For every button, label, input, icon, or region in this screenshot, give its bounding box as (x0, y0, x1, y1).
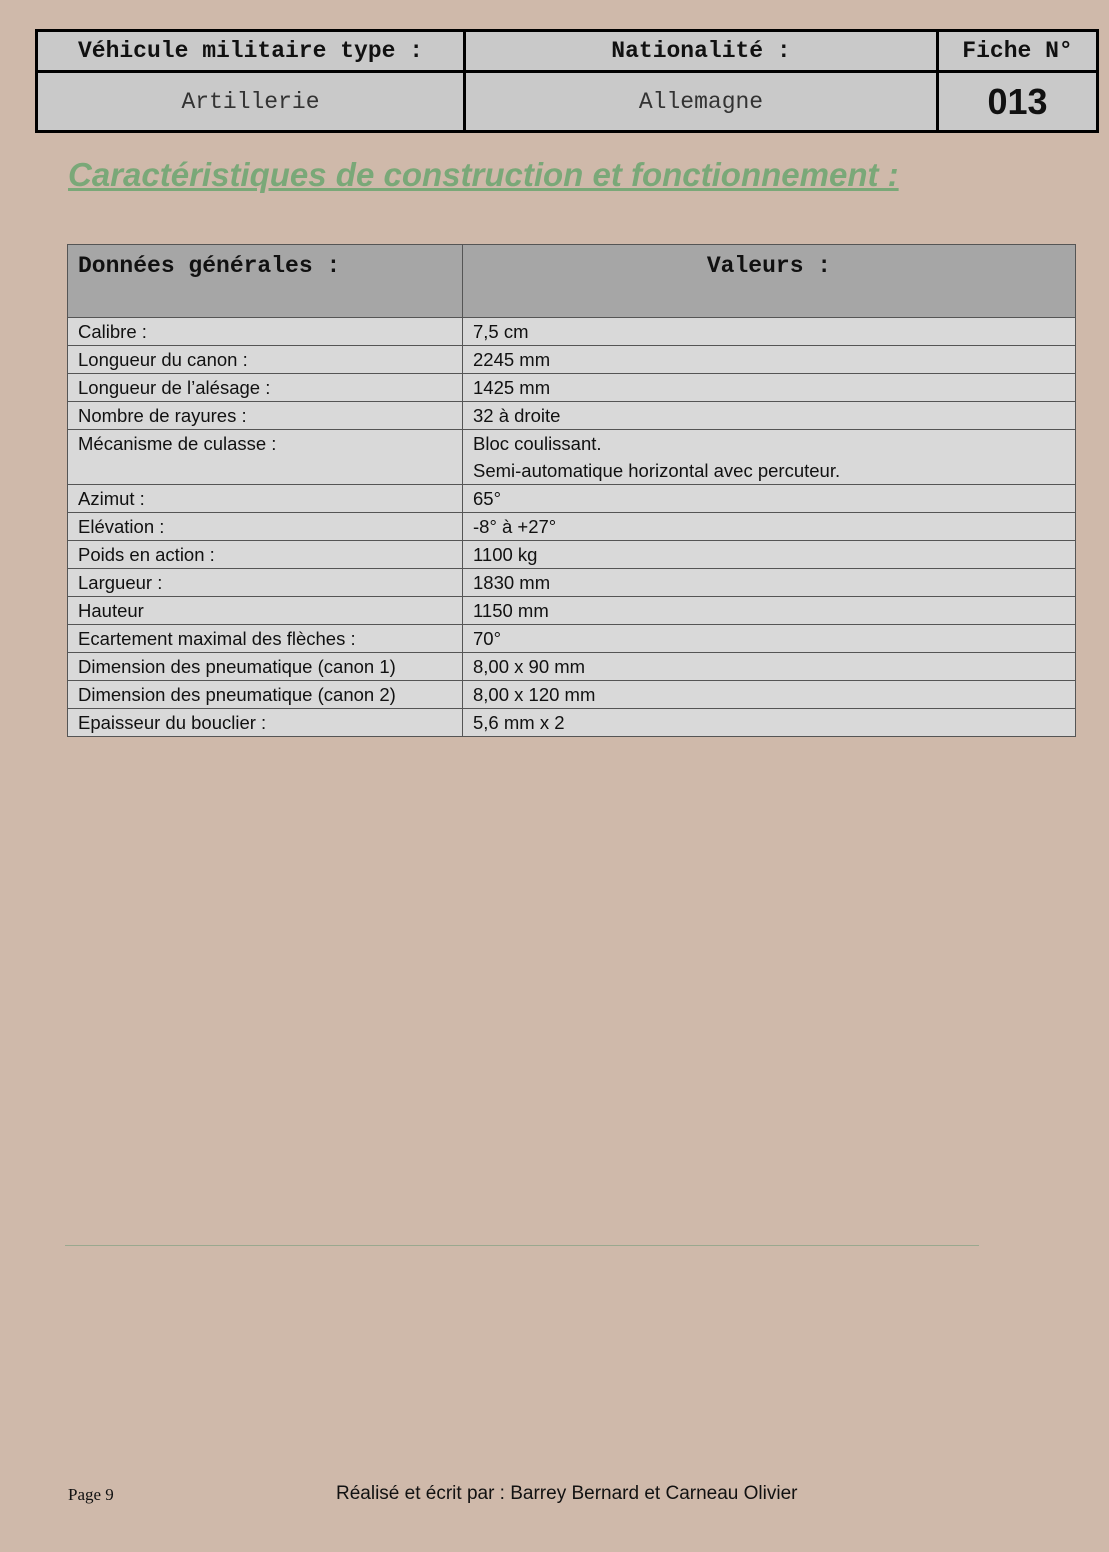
spec-label: Dimension des pneumatique (canon 2) (68, 681, 463, 709)
vehicle-type-label: Véhicule militaire type : (37, 31, 465, 72)
footer-divider (65, 1245, 979, 1246)
spec-label: Epaisseur du bouclier : (68, 709, 463, 737)
footer-credit: Réalisé et écrit par : Barrey Bernard et Carneau Olivier (336, 1483, 798, 1504)
spec-label: Poids en action : (68, 541, 463, 569)
table-row (68, 374, 1076, 402)
table-row (68, 318, 1076, 346)
spec-value-multiline (463, 430, 1076, 485)
spec-label: Ecartement maximal des flèches : (68, 625, 463, 653)
table-row (68, 569, 1076, 597)
table-row (68, 625, 1076, 653)
nationality-label: Nationalité : (465, 31, 938, 72)
spec-value: 32 à droite (463, 402, 1076, 430)
spec-value: 1150 mm (463, 597, 1076, 625)
table-row (68, 346, 1076, 374)
section-title: Caractéristiques de construction et fonctionnement : (68, 156, 899, 193)
spec-value: 65° (463, 485, 1076, 513)
spec-value: 8,00 x 90 mm (463, 653, 1076, 681)
sheet-number-value: 013 (938, 72, 1098, 132)
spec-value: 5,6 mm x 2 (463, 709, 1076, 737)
table-row (68, 513, 1076, 541)
specs-table (67, 244, 1076, 737)
table-row (68, 681, 1076, 709)
table-row (68, 485, 1076, 513)
table-row (68, 597, 1076, 625)
spec-value-line: Semi-automatique horizontal avec percuteur. (473, 460, 841, 481)
spec-value: -8° à +27° (463, 513, 1076, 541)
spec-value-line: Bloc coulissant. (473, 433, 602, 454)
spec-value: 8,00 x 120 mm (463, 681, 1076, 709)
table-row (68, 402, 1076, 430)
spec-value: 2245 mm (463, 346, 1076, 374)
nationality-value: Allemagne (465, 72, 938, 132)
table-row (68, 430, 1076, 485)
spec-label: Largueur : (68, 569, 463, 597)
vehicle-type-value: Artillerie (37, 72, 465, 132)
spec-value: 1100 kg (463, 541, 1076, 569)
spec-label: Dimension des pneumatique (canon 1) (68, 653, 463, 681)
sheet-number-label: Fiche N° (938, 31, 1098, 72)
spec-label: Elévation : (68, 513, 463, 541)
specs-header-row (68, 245, 1076, 318)
spec-label: Mécanisme de culasse : (68, 430, 463, 485)
spec-label: Nombre de rayures : (68, 402, 463, 430)
spec-label: Hauteur (68, 597, 463, 625)
spec-value: 1425 mm (463, 374, 1076, 402)
specs-header-values: Valeurs : (463, 245, 1076, 318)
page-number: Page 9 (68, 1485, 114, 1504)
spec-value: 1830 mm (463, 569, 1076, 597)
table-row (68, 709, 1076, 737)
spec-value: 7,5 cm (463, 318, 1076, 346)
table-row (68, 653, 1076, 681)
info-header (35, 29, 1099, 133)
spec-label: Longueur de l’alésage : (68, 374, 463, 402)
table-row (68, 541, 1076, 569)
spec-label: Calibre : (68, 318, 463, 346)
spec-label: Azimut : (68, 485, 463, 513)
specs-header-general: Données générales : (68, 245, 463, 318)
spec-label: Longueur du canon : (68, 346, 463, 374)
spec-value: 70° (463, 625, 1076, 653)
